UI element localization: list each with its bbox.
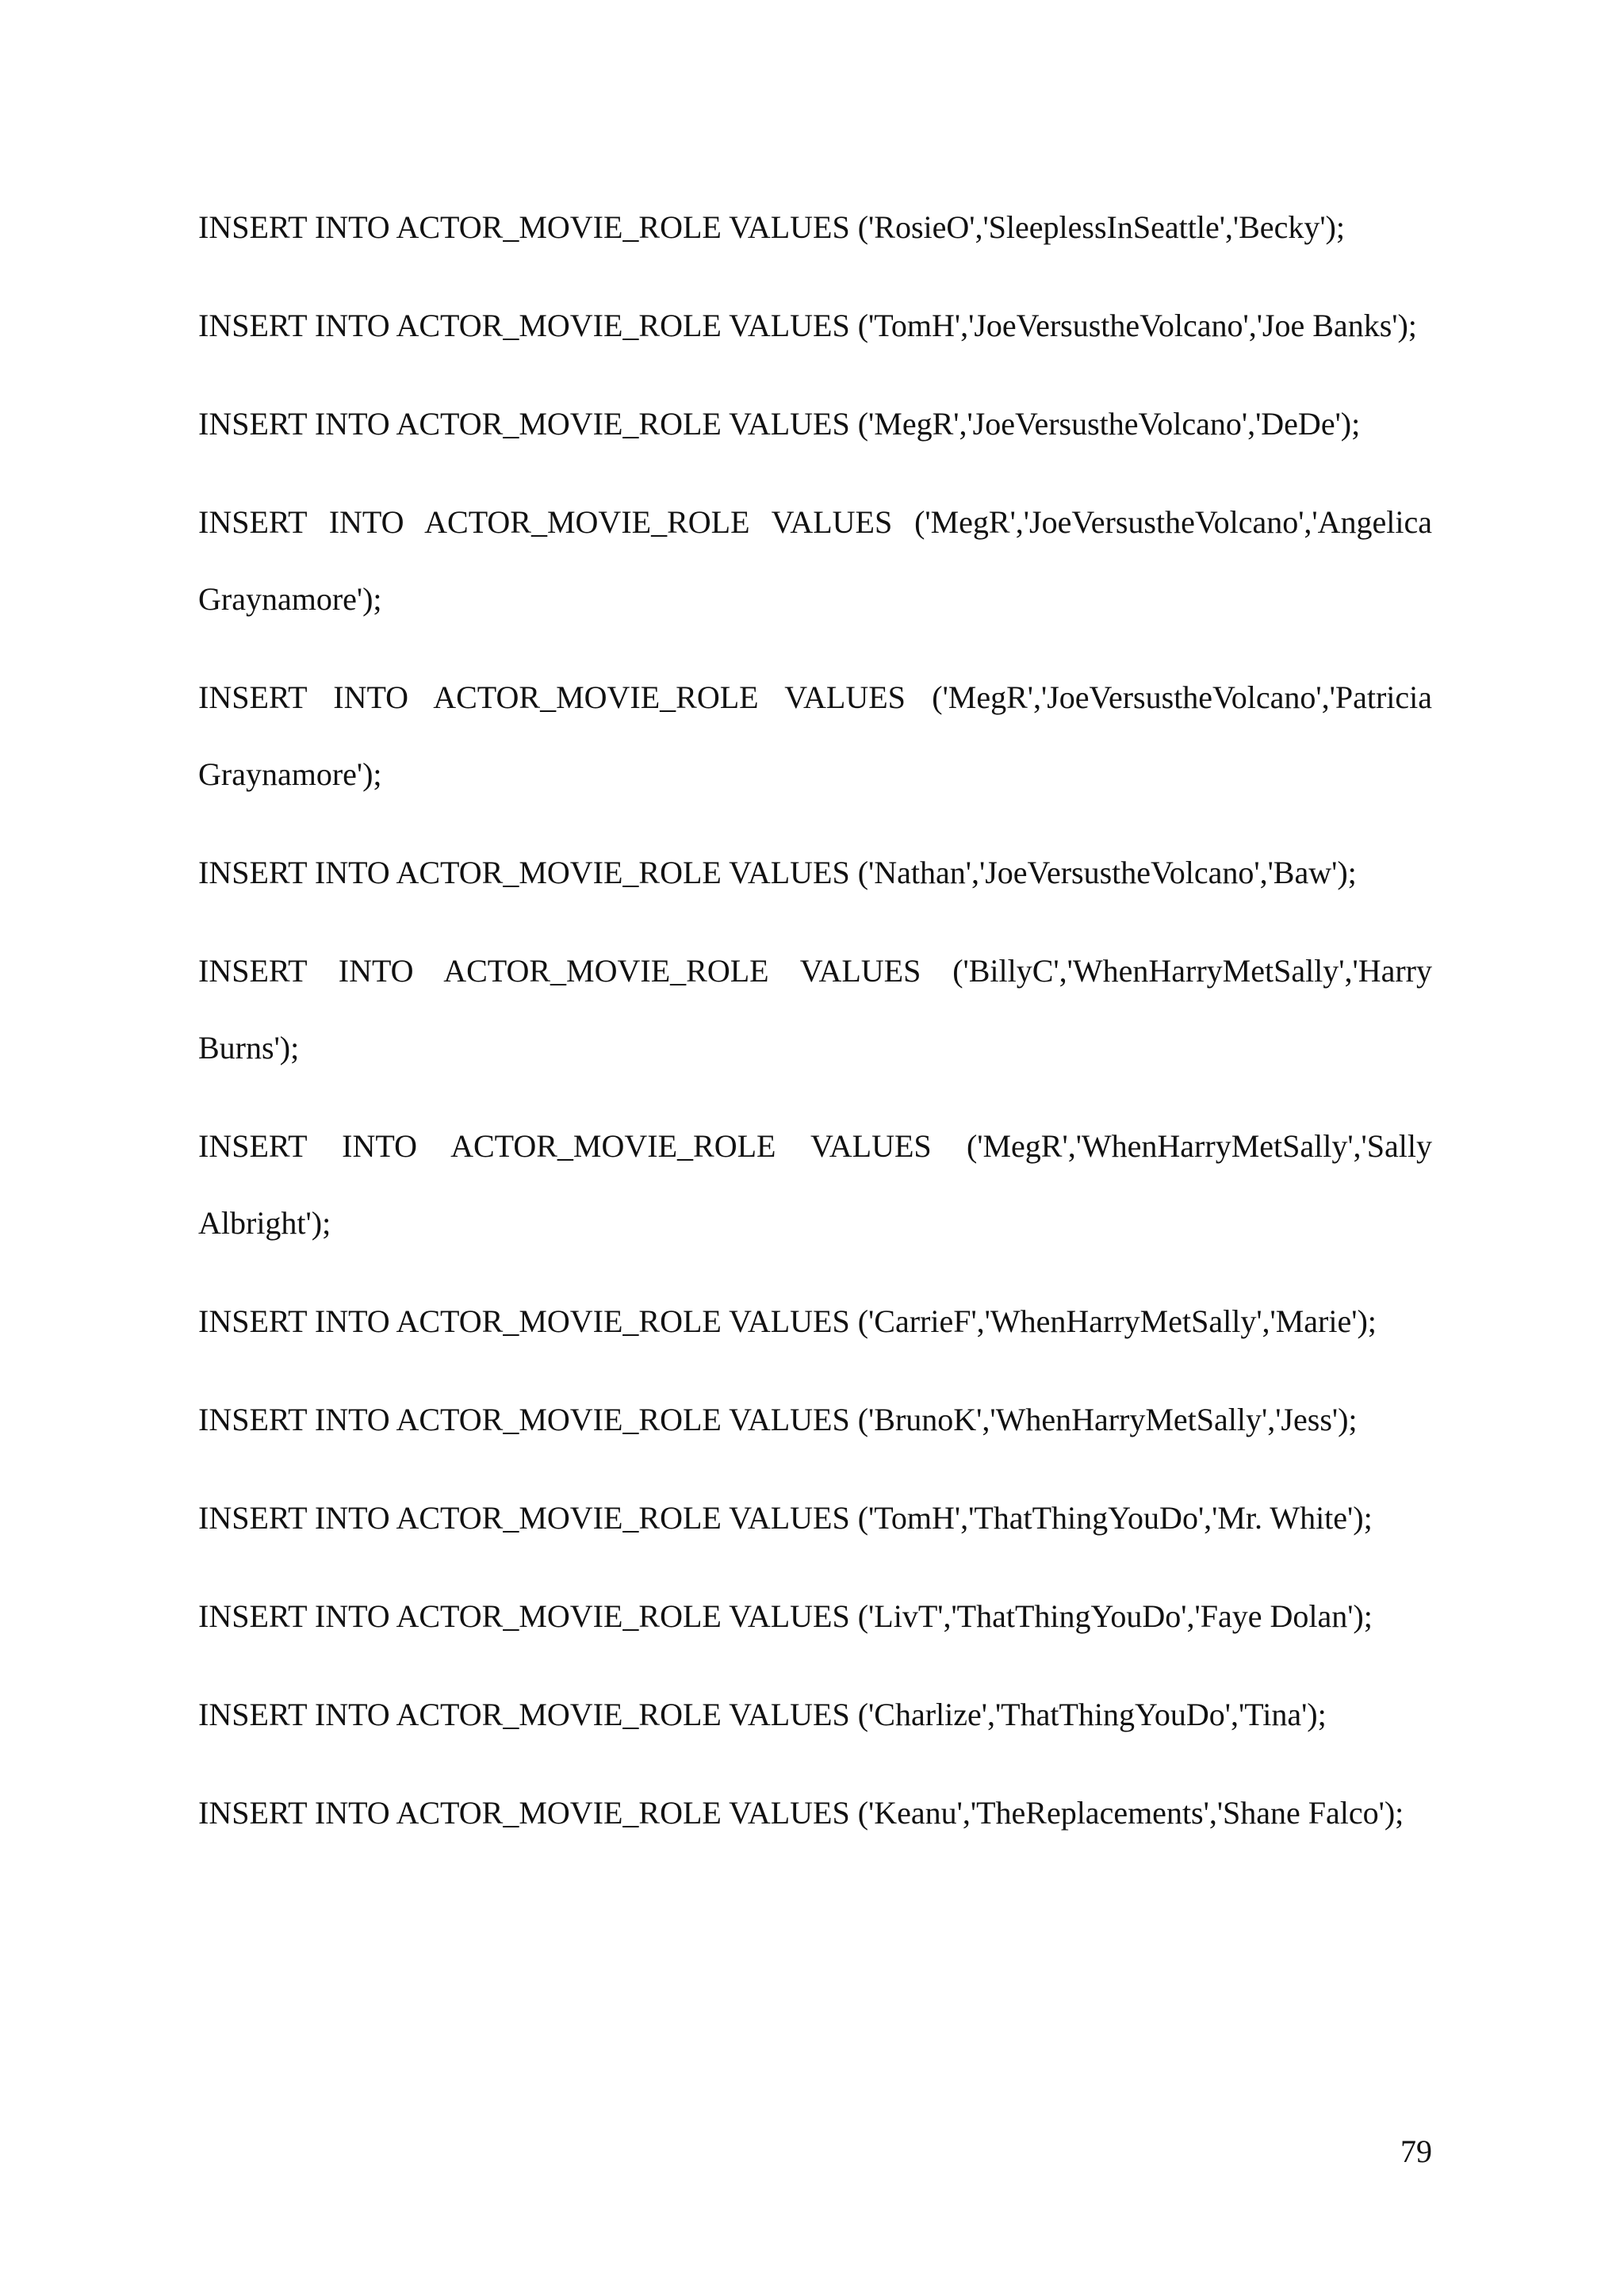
- sql-statement: INSERT INTO ACTOR_MOVIE_ROLE VALUES ('Keanu','TheReplacements','Shane Falco');: [198, 1795, 1404, 1831]
- sql-statement: INSERT INTO ACTOR_MOVIE_ROLE VALUES ('CarrieF','WhenHarryMetSally','Marie');: [198, 1303, 1377, 1339]
- sql-statement: INSERT INTO ACTOR_MOVIE_ROLE VALUES ('TomH','JoeVersustheVolcano','Joe Banks');: [198, 308, 1417, 343]
- page-number: 79: [1400, 2133, 1432, 2169]
- sql-statement: INSERT INTO ACTOR_MOVIE_ROLE VALUES ('Nathan','JoeVersustheVolcano','Baw');: [198, 855, 1357, 890]
- sql-statement: INSERT INTO ACTOR_MOVIE_ROLE VALUES ('TomH','ThatThingYouDo','Mr. White');: [198, 1500, 1373, 1536]
- sql-statement: INSERT INTO ACTOR_MOVIE_ROLE VALUES ('MegR','JoeVersustheVolcano','Patricia Graynamore');: [198, 679, 1432, 792]
- sql-statement: INSERT INTO ACTOR_MOVIE_ROLE VALUES ('MegR','JoeVersustheVolcano','Angelica Graynamore');: [198, 504, 1432, 617]
- sql-statement: INSERT INTO ACTOR_MOVIE_ROLE VALUES ('MegR','WhenHarryMetSally','Sally Albright');: [198, 1128, 1432, 1241]
- sql-statement: INSERT INTO ACTOR_MOVIE_ROLE VALUES ('Charlize','ThatThingYouDo','Tina');: [198, 1697, 1327, 1732]
- sql-insert-statements: [198, 189, 1432, 1873]
- sql-statement: INSERT INTO ACTOR_MOVIE_ROLE VALUES ('MegR','JoeVersustheVolcano','DeDe');: [198, 406, 1361, 442]
- sql-statement: INSERT INTO ACTOR_MOVIE_ROLE VALUES ('LivT','ThatThingYouDo','Faye Dolan');: [198, 1598, 1373, 1634]
- sql-statement: INSERT INTO ACTOR_MOVIE_ROLE VALUES ('BillyC','WhenHarryMetSally','Harry Burns');: [198, 953, 1432, 1066]
- sql-statement: INSERT INTO ACTOR_MOVIE_ROLE VALUES ('RosieO','SleeplessInSeattle','Becky');: [198, 209, 1345, 245]
- sql-statement: INSERT INTO ACTOR_MOVIE_ROLE VALUES ('BrunoK','WhenHarryMetSally','Jess');: [198, 1402, 1358, 1437]
